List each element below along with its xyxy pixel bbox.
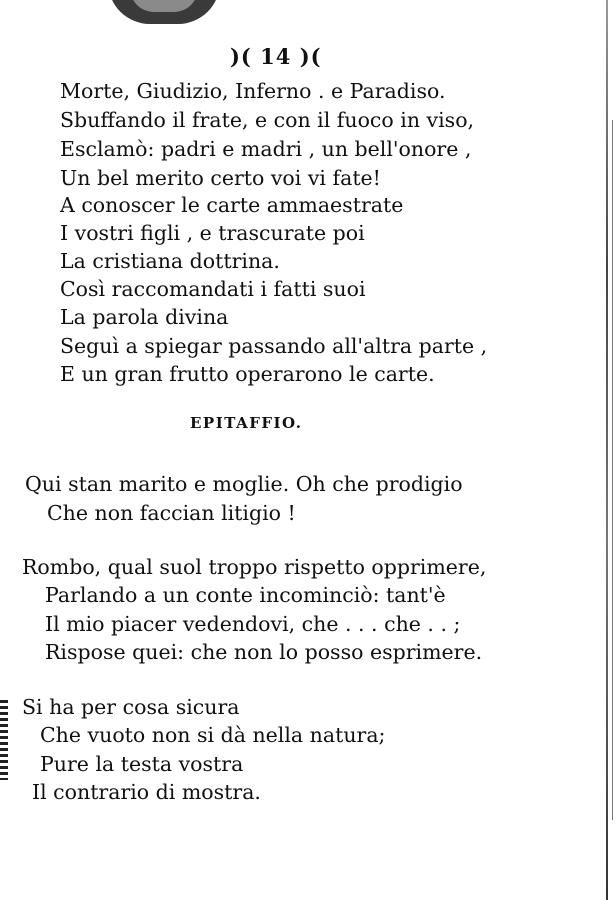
stanza-line: Si ha per cosa sicura xyxy=(22,695,240,719)
stanza-line: Pure la testa vostra xyxy=(40,752,244,776)
epitaph-line: Qui stan marito e moglie. Oh che prodigio xyxy=(25,472,463,496)
verse-line: Seguì a spiegar passando all'altra parte , xyxy=(60,334,488,358)
epitaph-line: Che non faccian litigio ! xyxy=(47,501,296,525)
stanza-line: Il mio piacer vedendovi, che . . . che . . ; xyxy=(45,612,461,636)
verse-line: La parola divina xyxy=(60,305,229,329)
stanza-line: Che vuoto non si dà nella natura; xyxy=(40,723,386,747)
verse-line: La cristiana dottrina. xyxy=(60,249,280,273)
verse-line: I vostri figli , e trascurate poi xyxy=(60,221,365,245)
stanza-line: Rombo, qual suol troppo rispetto opprimere, xyxy=(22,555,487,579)
page-spine-shadow xyxy=(606,0,608,900)
stanza-line: Il contrario di mostra. xyxy=(32,780,261,804)
page-edge-line xyxy=(612,120,613,820)
page-edge-mark xyxy=(0,700,8,780)
verse-line: E un gran frutto operarono le carte. xyxy=(60,362,435,386)
page-number: )( 14 )( xyxy=(230,44,322,69)
verse-line: A conoscer le carte ammaestrate xyxy=(60,193,404,217)
verse-line: Sbuffando il frate, e con il fuoco in viso, xyxy=(60,108,475,132)
stanza-line: Parlando a un conte incominciò: tant'è xyxy=(45,583,446,607)
stanza-line: Rispose quei: che non lo posso esprimere. xyxy=(45,640,483,664)
verse-line: Così raccomandati i fatti suoi xyxy=(60,277,366,301)
verse-line: Un bel merito certo voi vi fate! xyxy=(60,166,381,190)
verse-line: Esclamò: padri e madri , un bell'onore , xyxy=(60,137,472,161)
verse-line: Morte, Giudizio, Inferno . e Paradiso. xyxy=(60,79,446,103)
ink-blot xyxy=(108,0,220,24)
epitaph-title: EPITAFFIO. xyxy=(190,414,303,432)
